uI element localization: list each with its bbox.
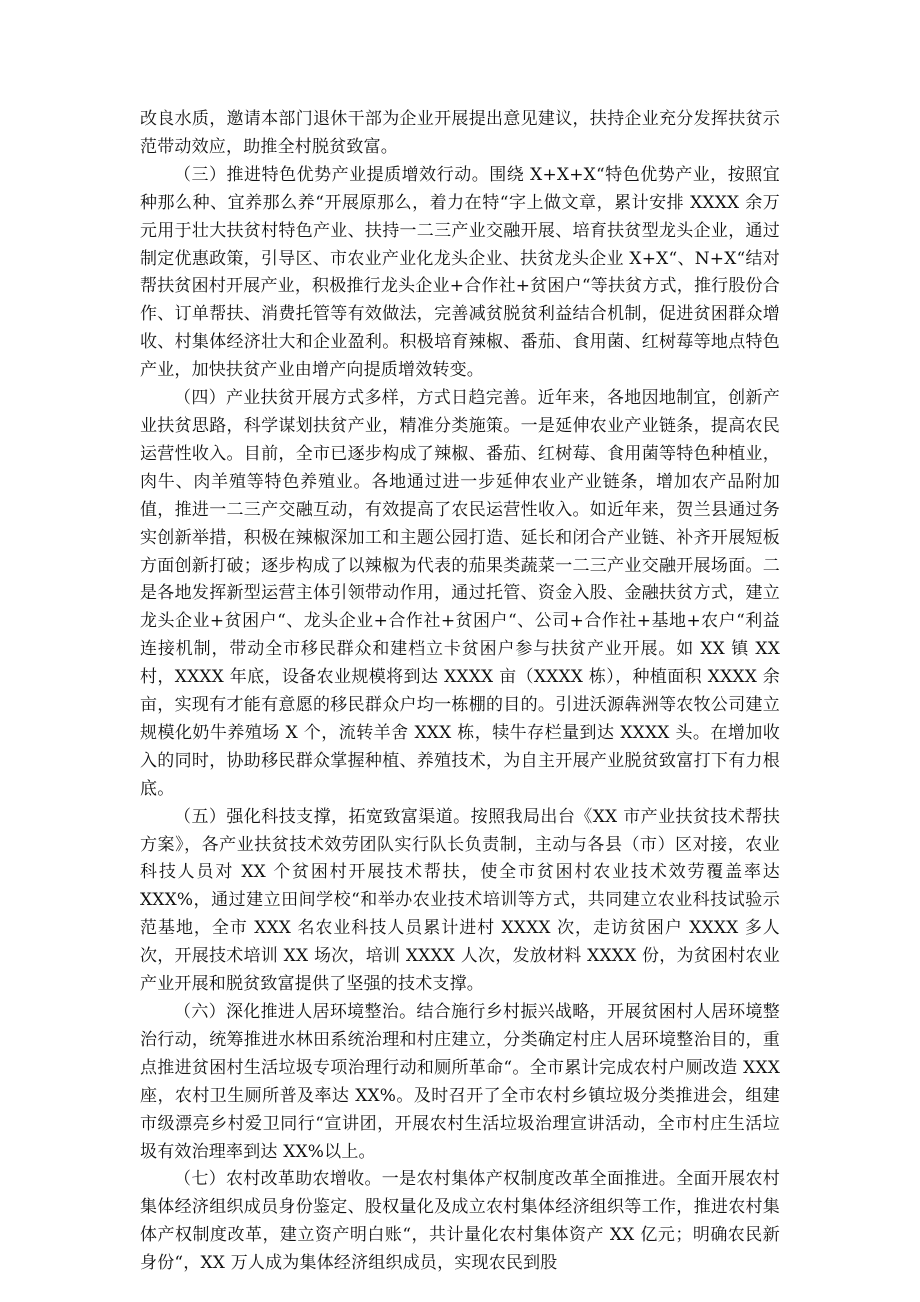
paragraph-section-7: （七）农村改革助农增收。一是农村集体产权制度改革全面推进。全面开展农村集体经济组织成员身份鉴定、股权量化及成立农村集体经济组织等工作，推进农村集体产权制度改革，建立资产明白账“，共计量化农村集体资产 XX 亿元；明确农民新身份“，XX 万人成为集体经济组织成员，实现农民到股 <box>140 1169 780 1274</box>
paragraph-section-6: （六）深化推进人居环境整治。结合施行乡村振兴战略，开展贫困村人居环境整治行动，统筹推进水林田系统治理和村庄建立，分类确定村庄人居环境整治目的，重点推进贫困村生活垃圾专项治理行动和厕所革命“。全市累计完成农村户厕改造 XXX 座，农村卫生厕所普及率达 XX%。及时召开了全市农村乡镇垃圾分类推进会，组建市级漂亮乡村爱卫同行“宣讲团，开展农村生活垃圾治理宣讲活动，全市村庄生活垃圾有效治理率到达 XX%以上。 <box>140 1002 780 1162</box>
paragraph-section-3: （三）推进特色优势产业提质增效行动。围绕 X+X+X“特色优势产业，按照宜种那么种、宜养那么养“开展原那么，着力在特“字上做文章，累计安排 XXXX 余万元用于壮大扶贫村特色产业、扶持一二三产业交融开展、培育扶贫型龙头企业，通过制定优惠政策，引导区、市农业产业化龙头企业、扶贫龙头企业 X+X“、N+X“结对帮扶贫困村开展产业，积极推行龙头企业+合作社+贫困户“等扶贫方式，推行股份合作、订单帮扶、消费托管等有效做法，完善减贫脱贫利益结合机制，促进贫困群众增收、村集体经济壮大和企业盈利。积极培育辣椒、番茄、食用菌、红树莓等地点特色产业，加快扶贫产业由增产向提质增效转变。 <box>140 164 780 381</box>
paragraph-continuation: 改良水质，邀请本部门退休干部为企业开展提出意见建议，扶持企业充分发挥扶贫示范带动效应，助推全村脱贫致富。 <box>140 109 780 157</box>
paragraph-section-4: （四）产业扶贫开展方式多样，方式日趋完善。近年来，各地因地制宜，创新产业扶贫思路，科学谋划扶贫产业，精准分类施策。一是延伸农业产业链条，提高农民运营性收入。目前，全市已逐步构成了辣椒、番茄、红树莓、食用菌等特色种植业，肉牛、肉羊殖等特色养殖业。各地通过进一步延伸农业产业链条，增加农产品附加值，推进一二三产交融互动，有效提高了农民运营性收入。如近年来，贺兰县通过务实创新举措，积极在辣椒深加工和主题公园打造、延长和闭合产业链、补齐开展短板方面创新打破；逐步构成了以辣椒为代表的茄果类蔬菜一二三产业交融开展场面。二是各地发挥新型运营主体引领带动作用，通过托管、资金入股、金融扶贫方式，建立龙头企业+贫困户“、龙头企业+合作社+贫困户“、公司+合作社+基地+农户“利益连接机制，带动全市移民群众和建档立卡贫困户参与扶贫产业开展。如 XX 镇 XX 村，XXXX 年底，设备农业规模将到达 XXXX 亩（XXXX 栋），种植面积 XXXX 余亩，实现有才能有意愿的移民群众户均一栋棚的目的。引进沃源犇洲等农牧公司建立规模化奶牛养殖场 X 个，流转羊舍 XXX 栋，犊牛存栏量到达 XXXX 头。在增加收入的同时，协助移民群众掌握种植、养殖技术，为自主开展产业脱贫致富打下有力根底。 <box>140 388 780 799</box>
paragraph-section-5: （五）强化科技支撑，拓宽致富渠道。按照我局出台《XX 市产业扶贫技术帮扶方案》，各产业扶贫技术效劳团队实行队长负责制，主动与各县（市）区对接，农业科技人员对 XX 个贫困村开展技术帮扶，使全市贫困村农业技术效劳覆盖率达 XXX%，通过建立田间学校“和举办农业技术培训等方式，共同建立农业科技试验示范基地，全市 XXX 名农业科技人员累计进村 XXXX 次，走访贫困户 XXXX 多人次，开展技术培训 XX 场次，培训 XXXX 人次，发放材料 XXXX 份，为贫困村农业产业开展和脱贫致富提供了坚强的技术支撑。 <box>140 806 780 995</box>
